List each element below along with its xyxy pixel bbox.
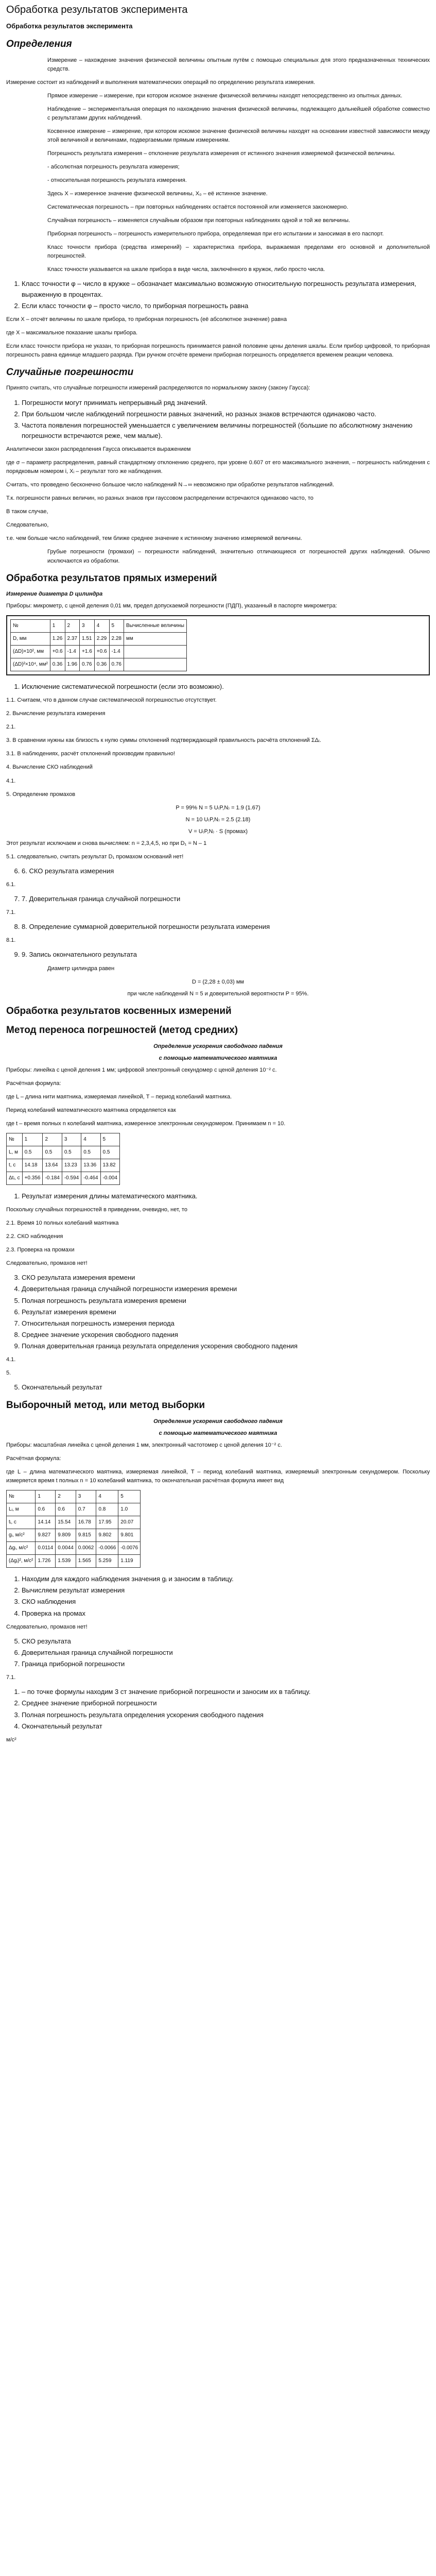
table-cell: [124, 658, 186, 671]
list-item: 9. Полная доверительная граница результата определения ускорения свободного падения: [22, 1341, 430, 1351]
table-cell: 9.827: [36, 1529, 56, 1542]
list-item: 1. – по точке формулы находим 3 ст значение приборной погрешности и заносим их в таблицу.: [22, 1687, 430, 1697]
list-item: 5. СКО результата: [22, 1636, 430, 1647]
table-row: [7, 1172, 120, 1184]
table-cell: 1.726: [36, 1555, 56, 1568]
table-cell: (ΔD)×10², мм: [11, 646, 50, 658]
table-cell: 0.5: [81, 1146, 100, 1159]
g-title: Определение ускорения свободного падения: [153, 1043, 283, 1049]
table-cell: 2.28: [109, 633, 124, 646]
table-cell: 0.6: [36, 1503, 56, 1516]
g-note: где L – длина нити маятника, измеряемая линейкой, T – период колебаний маятника.: [6, 1093, 232, 1100]
def-error: Погрешность результата измерения – отклонение результата измерения от истинного значения измеряемой физической величины.: [47, 150, 396, 157]
table-cell: 13.82: [100, 1159, 119, 1172]
list-item: 1. Исключение систематической погрешности (если это возможно).: [22, 682, 430, 692]
table-cell: 4: [94, 620, 109, 633]
list-item: 3. СКО результата измерения времени: [22, 1273, 430, 1283]
g-step: 2.1. Время 10 полных колебаний маятника: [6, 1220, 119, 1227]
g-step: 4.1.: [6, 1357, 16, 1363]
table-cell: 1.0: [118, 1503, 141, 1516]
table-cell: 5.259: [96, 1555, 118, 1568]
table-cell: №: [7, 1490, 36, 1503]
g-mid: Следовательно, промахов нет!: [6, 1260, 88, 1267]
table-cell: -0.004: [100, 1172, 119, 1184]
random-intro: Принято считать, что случайные погрешности измерений распределяются по нормальному закону (закону Гаусса):: [6, 385, 310, 392]
direct-step: 4.1.: [6, 777, 16, 784]
g-final: [6, 1382, 430, 1393]
direct-steps-list: [6, 682, 430, 692]
page-subtitle: Обработка результатов эксперимента: [6, 22, 133, 30]
list-item: 4. Окончательный результат: [22, 1721, 430, 1732]
def-measurement-parts: Измерение состоит из наблюдений и выполнения математических операций по определению результата измерения.: [6, 79, 316, 86]
table-cell: +0.6: [94, 646, 109, 658]
list-item: 6. 6. СКО результата измерения: [22, 866, 430, 876]
table-cell: 1: [22, 1133, 43, 1146]
def-class: Класс точности прибора (средства измерений) – характеристика прибора, выражаемая пределами его основной и дополнительной погрешностей.: [47, 244, 430, 260]
direct-step: 1.1. Считаем, что в данном случае систематической погрешностью отсутствует.: [6, 697, 217, 704]
table-row: [7, 1490, 141, 1503]
table-cell: 2.29: [94, 633, 109, 646]
table-cell: 0.8: [96, 1503, 118, 1516]
direct-step: 3.1. В наблюдениях, расчёт отклонений производим правильно!: [6, 751, 175, 757]
list-item: 2. При большом числе наблюдений погрешности равных значений, но разных знаков встречаются одинаково часто.: [22, 409, 430, 419]
direct-intro: Приборы: микрометр, с ценой деления 0,01 мм, предел допускаемой погрешности (ПДП), указанный в паспорте микрометра:: [6, 603, 337, 609]
table-cell: 1.51: [80, 633, 95, 646]
table-cell: 1: [50, 620, 65, 633]
def-random: Случайная погрешность – изменяется случайным образом при повторных наблюдениях одной и той же величины.: [47, 217, 351, 224]
direct-after: 6.1.: [6, 881, 16, 888]
table-cell: 9.801: [118, 1529, 141, 1542]
random-heading: Случайные погрешности: [6, 367, 134, 378]
g-step: 2.2. СКО наблюдения: [6, 1233, 63, 1240]
table-cell: 1.26: [50, 633, 65, 646]
table-cell: 15.54: [56, 1516, 76, 1529]
table-cell: L, м: [7, 1146, 23, 1159]
sel-formula-label: Расчётная формула:: [6, 1455, 61, 1462]
list-item: 2. Если класс точности φ – просто число, то приборная погрешность равна: [22, 301, 430, 311]
random-note: Т.к. погрешности равных величин, но разных знаков при гауссовом распределении встречаются одинаково часто, то: [6, 495, 313, 502]
table-cell: 14.18: [22, 1159, 43, 1172]
table1: [10, 619, 187, 671]
table-cell: -0.0076: [118, 1542, 141, 1555]
class-note: где X – максимальное показание шкалы прибора.: [6, 329, 138, 336]
table-row: [7, 1529, 141, 1542]
g-step: 2.3. Проверка на промахи: [6, 1247, 75, 1253]
list-item: 6. Результат измерения времени: [22, 1307, 430, 1317]
direct-step: 4. Вычисление СКО наблюдений: [6, 764, 93, 771]
table-cell: 13.64: [43, 1159, 62, 1172]
random-note: Следовательно,: [6, 522, 49, 529]
sel-subtitle: с помощью математического маятника: [159, 1430, 277, 1436]
direct-after: Этот результат исключаем и снова вычисляем: n = 2,3,4,5, но при D₁ = N – 1: [6, 840, 207, 846]
table-cell: 2.37: [65, 633, 79, 646]
table-cell: 9.815: [76, 1529, 96, 1542]
table-cell: -0.0066: [96, 1542, 118, 1555]
table-cell: 4: [96, 1490, 118, 1503]
table-cell: +0.356: [22, 1172, 43, 1184]
random-note: т.е. чем больше число наблюдений, тем ближе среднее значение к истинному значению измеряемой величины.: [6, 535, 302, 542]
formula-line: N = 10 U₍P,N₎ = 2.5 (2.18): [185, 816, 251, 823]
table-row: [11, 620, 187, 633]
selection-heading: Выборочный метод, или метод выборки: [6, 1400, 205, 1411]
def-direct: Прямое измерение – измерение, при котором искомое значение физической величины находят непосредственно из опытных данных.: [47, 92, 403, 99]
table3: [6, 1490, 141, 1568]
table-row: [7, 1133, 120, 1146]
table-cell: 0.7: [76, 1503, 96, 1516]
table-cell: 4: [81, 1133, 100, 1146]
sel-title: Определение ускорения свободного падения: [153, 1418, 283, 1425]
direct-heading: Обработка результатов прямых измерений: [6, 572, 217, 584]
g-step: 5.: [6, 1370, 11, 1377]
table-row: [7, 1542, 141, 1555]
table2: [6, 1133, 120, 1185]
table-cell: 0.36: [94, 658, 109, 671]
def-indirect: Косвенное измерение – измерение, при котором искомое значение физической величины находят на основании известной зависимости между этой величиной и величинами, подвергаемыми прямым измерениям.: [47, 128, 430, 143]
direct-after-list: [6, 866, 430, 876]
def-rel-error: - относительная погрешность результата измерения.: [47, 177, 187, 184]
table-row: [11, 658, 187, 671]
table-cell: +1.6: [80, 646, 95, 658]
table-cell: +0.6: [50, 646, 65, 658]
table-cell: 0.5: [100, 1146, 119, 1159]
table-cell: -0.594: [62, 1172, 81, 1184]
list-item: 4. Проверка на промах: [22, 1608, 430, 1619]
table-cell: 0.76: [80, 658, 95, 671]
def-abs-error: - абсолютная погрешность результата измерения;: [47, 164, 180, 170]
table-cell: 1.96: [65, 658, 79, 671]
footer-unit: м/с²: [6, 1736, 16, 1743]
random-note: где σ – параметр распределения, равный стандартному отклонению среднего, при уровне 0.607 от его максимального значения, – погрешность наблюдения с порядковым номером i, Xᵢ – результат того же наблюдения.: [6, 460, 430, 475]
g-steps-list: [6, 1191, 430, 1201]
g-step: Поскольку случайных погрешностей в приведении, очевидно, нет, то: [6, 1207, 187, 1213]
list-item: 7. 7. Доверительная граница случайной погрешности: [22, 894, 430, 904]
table1-frame: [6, 615, 430, 675]
direct-after: 8.1.: [6, 937, 16, 944]
table-cell: №: [11, 620, 50, 633]
table-cell: Δtᵢ, с: [7, 1172, 23, 1184]
table-cell: 0.0044: [56, 1542, 76, 1555]
random-note: В таком случае,: [6, 509, 48, 515]
table-cell: 16.78: [76, 1516, 96, 1529]
table-cell: [124, 646, 186, 658]
list-item: 2. Вычисляем результат измерения: [22, 1585, 430, 1596]
list-item: 3. Частота появления погрешностей уменьшается с увеличением величины погрешностей (большие по абсолютному значению погрешности встречаются реже, чем малые).: [22, 420, 430, 441]
direct-step: 2. Вычисление результата измерения: [6, 710, 106, 717]
direct-after: Диаметр цилиндра равен: [47, 965, 115, 972]
class-list: [6, 279, 430, 311]
table-row: [7, 1555, 141, 1568]
page-title: Обработка результатов эксперимента: [6, 4, 188, 15]
table-row: [7, 1159, 120, 1172]
list-item: 4. Доверительная граница случайной погрешности измерения времени: [22, 1284, 430, 1294]
list-item: 5. Полная погрешность результата измерения времени: [22, 1296, 430, 1306]
table-cell: t, с: [7, 1159, 23, 1172]
list-item: 1. Результат измерения длины математического маятника.: [22, 1191, 430, 1201]
table-cell: 13.36: [81, 1159, 100, 1172]
g-note: Период колебаний математического маятника определяется как: [6, 1107, 176, 1113]
table-cell: D, мм: [11, 633, 50, 646]
g-subtitle: с помощью математического маятника: [159, 1055, 277, 1061]
sel-mid: Следовательно, промахов нет!: [6, 1623, 88, 1630]
list-item: 8. Среднее значение ускорения свободного падения: [22, 1330, 430, 1340]
table-cell: Lᵢ, м: [7, 1503, 36, 1516]
list-item: 1. Погрешности могут принимать непрерывный ряд значений.: [22, 398, 430, 408]
g-steps-list2: [6, 1273, 430, 1351]
table-cell: 13.23: [62, 1159, 81, 1172]
def-class-mark: Класс точности указывается на шкале прибора в виде числа, заключённого в кружок, либо просто числа.: [47, 266, 325, 273]
table-row: [7, 1516, 141, 1529]
table-cell: 0.0114: [36, 1542, 56, 1555]
list-item: 7. Граница приборной погрешности: [22, 1659, 430, 1669]
direct-after-list: [6, 922, 430, 932]
table-cell: -1.4: [65, 646, 79, 658]
direct-after-list: [6, 894, 430, 904]
sel-list: [6, 1574, 430, 1619]
table-cell: Δgᵢ, м/с²: [7, 1542, 36, 1555]
table-cell: 3: [76, 1490, 96, 1503]
table-cell: №: [7, 1133, 23, 1146]
random-list: [6, 398, 430, 442]
table-row: [11, 646, 187, 658]
direct-subheading: Измерение диаметра D цилиндра: [6, 590, 103, 597]
list-item: 2. Среднее значение приборной погрешности: [22, 1698, 430, 1708]
table-cell: (Δgᵢ)², м/с²: [7, 1555, 36, 1568]
table-cell: 9.802: [96, 1529, 118, 1542]
formula-line: P = 99% N = 5 U₍P,N₎ = 1.9 (1.67): [176, 804, 260, 811]
list-item: 8. 8. Определение суммарной доверительной погрешности результата измерения: [22, 922, 430, 932]
def-notation: Здесь X – измеренное значение физической величины, X₀ – её истинное значение.: [47, 191, 268, 197]
table-cell: 1: [36, 1490, 56, 1503]
list-item: 1. Класс точности φ – число в кружке – обозначает максимально возможную относительную погрешность результата измерения, выраженную в процентах.: [22, 279, 430, 299]
table-row: [7, 1503, 141, 1516]
table-cell: 2: [43, 1133, 62, 1146]
direct-after: 7.1.: [6, 909, 16, 916]
list-item: 5. Окончательный результат: [22, 1382, 430, 1393]
class-note: Если класс точности прибора не указан, то приборная погрешность принимается равной половине цены деления шкалы. Если прибор цифровой, то приборная погрешность равна единице младшего разряда. При ручном отсчёте времени приборная погрешность определяется временем реакции человека.: [6, 343, 430, 358]
def-systematic: Систематическая погрешность – при повторных наблюдениях остаётся постоянной или изменяется закономерно.: [47, 204, 348, 211]
g-note: где t – время полных n колебаний маятника, измеренное электронным секундомером. Принимаем n = 10.: [6, 1120, 286, 1127]
table-cell: 5: [100, 1133, 119, 1146]
table-cell: 0.36: [50, 658, 65, 671]
table-cell: 3: [62, 1133, 81, 1146]
table-cell: 0.5: [43, 1146, 62, 1159]
table-cell: 2: [56, 1490, 76, 1503]
g-intro: Приборы: линейка с ценой деления 1 мм; цифровой электронный секундомер с ценой деления 10⁻² с.: [6, 1066, 277, 1073]
random-note: Считать, что проведено бесконечно большое число наблюдений N→∞ невозможно при обработке результатов наблюдений.: [6, 482, 335, 488]
table-cell: 3: [80, 620, 95, 633]
table-cell: (ΔD)²×10⁴, мм²: [11, 658, 50, 671]
sel-step: 7.1.: [6, 1674, 16, 1681]
list-item: 6. Доверительная граница случайной погрешности: [22, 1648, 430, 1658]
table-cell: 9.809: [56, 1529, 76, 1542]
sel-list2: [6, 1636, 430, 1669]
table-cell: 1.539: [56, 1555, 76, 1568]
table-cell: 20.07: [118, 1516, 141, 1529]
g-formula-label: Расчётная формула:: [6, 1080, 61, 1087]
direct-step: 2.1.: [6, 724, 16, 731]
direct-after-list: [6, 950, 430, 960]
table-cell: Вычисленные величины: [124, 620, 186, 633]
avg-method-heading: Метод переноса погрешностей (метод средних): [6, 1025, 238, 1036]
sel-list3: [6, 1687, 430, 1732]
final-result-note: при числе наблюдений N = 5 и доверительной вероятности P = 95%.: [127, 990, 309, 997]
table-cell: tᵢ, с: [7, 1516, 36, 1529]
table-cell: 0.6: [56, 1503, 76, 1516]
table-cell: 5: [118, 1490, 141, 1503]
table-cell: 14.14: [36, 1516, 56, 1529]
list-item: 1. Находим для каждого наблюдения значения gᵢ и заносим в таблицу.: [22, 1574, 430, 1584]
def-measurement: Измерение – нахождение значения физической величины опытным путём с помощью специальных для этого предназначенных технических средств.: [47, 57, 430, 72]
table-cell: 0.5: [62, 1146, 81, 1159]
direct-step: 3. В сравнении нужны как близость к нулю суммы отклонений подтверждающей правильность расчёта отклонений ΣΔᵢ.: [6, 737, 321, 744]
def-instrument: Приборная погрешность – погрешность измерительного прибора, определяемая при его испытании и заносимая в его паспорт.: [47, 231, 384, 238]
formula-line: V = U₍P,N₎ · S (промах): [188, 828, 248, 835]
direct-after: 5.1. следовательно, считать результат D₁ промахом оснований нет!: [6, 853, 184, 860]
table-cell: 2: [65, 620, 79, 633]
class-note: Если X – отсчёт величины по шкале прибора, то приборная погрешность (её абсолютное значение) равна: [6, 316, 287, 323]
table-cell: 17.95: [96, 1516, 118, 1529]
table-cell: 1.119: [118, 1555, 141, 1568]
sel-intro: Приборы: масштабная линейка с ценой деления 1 мм, электронный частотомер с ценой деления 10⁻² с.: [6, 1442, 282, 1448]
random-note: Аналитически закон распределения Гаусса описывается выражением: [6, 446, 191, 453]
list-item: 3. Полная погрешность результата определения ускорения свободного падения: [22, 1710, 430, 1720]
list-item: 7. Относительная погрешность измерения периода: [22, 1318, 430, 1329]
table-cell: 0.76: [109, 658, 124, 671]
table-cell: gᵢ, м/с²: [7, 1529, 36, 1542]
table-row: [11, 633, 187, 646]
table-cell: -0.464: [81, 1172, 100, 1184]
table-cell: -1.4: [109, 646, 124, 658]
table-row: [7, 1146, 120, 1159]
table-cell: 0.5: [22, 1146, 43, 1159]
def-observation: Наблюдение – экспериментальная операция по нахождению значения физической величины, подлежащего дальнейшей обработке совместно с результатами других наблюдений.: [47, 106, 430, 121]
list-item: 3. СКО наблюдения: [22, 1597, 430, 1607]
indirect-heading: Обработка результатов косвенных измерений: [6, 1005, 232, 1016]
final-result: D = (2,28 ± 0,03) мм: [192, 978, 244, 985]
table-cell: мм: [124, 633, 186, 646]
table-cell: 0.0062: [76, 1542, 96, 1555]
direct-step: 5. Определение промахов: [6, 791, 76, 798]
document: [6, 0, 430, 1744]
definitions-heading: Определения: [6, 39, 72, 50]
table-cell: 5: [109, 620, 124, 633]
table-cell: 1.565: [76, 1555, 96, 1568]
sel-note: где L – длина математического маятника, измеряемая линейкой, T – период колебаний маятника, измеряемый электронным секундомером. Поскольку измеряется время t полных n = 10 колебаний маятника, то окончательная расчётная формула имеет вид: [6, 1469, 430, 1484]
table-cell: -0.184: [43, 1172, 62, 1184]
random-note: Грубые погрешности (промахи) – погрешности наблюдений, значительно отличающиеся от погрешностей других наблюдений. Обычно исключаются из обработки.: [47, 549, 430, 564]
list-item: 9. 9. Запись окончательного результата: [22, 950, 430, 960]
